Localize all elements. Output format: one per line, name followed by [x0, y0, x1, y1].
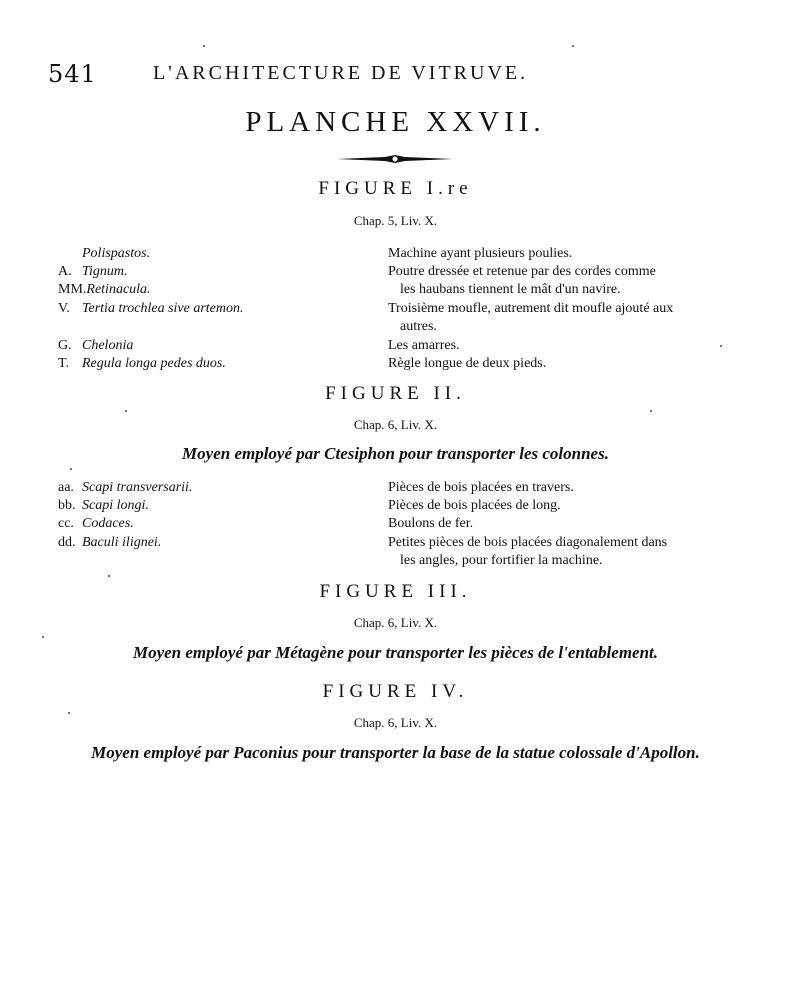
- figure-1-title: FIGURE I.re: [318, 178, 473, 199]
- entry-latin: Chelonia: [82, 338, 134, 353]
- legend-entry: [58, 300, 730, 336]
- ink-speck: [70, 468, 72, 470]
- entry-french-line: Boulons de fer.: [388, 516, 474, 531]
- entry-latin-term: [58, 534, 383, 552]
- legend-entry: [58, 245, 730, 263]
- entry-latin-term: [58, 497, 383, 515]
- entry-latin: Codaces.: [82, 516, 134, 531]
- entry-french: [388, 479, 728, 497]
- entry-letter: V.: [58, 301, 70, 316]
- figure-4-chapter: Chap. 6, Liv. X.: [353, 715, 438, 730]
- legend-entry: [58, 534, 730, 570]
- page-number: 541: [48, 60, 97, 88]
- entry-latin: Tertia trochlea sive artemon.: [82, 301, 244, 316]
- entry-french: [388, 534, 728, 570]
- entry-latin: Polispastos.: [82, 246, 151, 261]
- entry-latin-term: [58, 300, 383, 318]
- entry-latin: Scapi longi.: [82, 498, 149, 513]
- figure-3-title: FIGURE III.: [319, 581, 472, 602]
- entry-french-line: Petites pièces de bois placées diagonalement dans: [388, 535, 668, 550]
- entry-french-line: Les amarres.: [388, 338, 460, 353]
- ink-speck: [572, 45, 574, 47]
- entry-letter: bb.: [58, 498, 76, 513]
- legend-entry: [58, 355, 730, 373]
- entry-latin: Retinacula.: [86, 282, 151, 297]
- entry-letter: T.: [58, 356, 70, 371]
- entry-letter: cc.: [58, 516, 74, 531]
- entry-latin: Tignum.: [82, 264, 128, 279]
- entry-latin-term: [58, 515, 383, 533]
- entry-latin-term: [58, 337, 383, 355]
- figure-4-title: FIGURE IV.: [322, 681, 469, 702]
- entry-french-line: Troisième moufle, autrement dit moufle ajouté aux: [388, 301, 674, 316]
- ink-speck: [203, 45, 205, 47]
- entry-french-line: autres.: [400, 319, 437, 334]
- figure-2-chapter: Chap. 6, Liv. X.: [353, 417, 438, 432]
- running-title: L'ARCHITECTURE DE VITRUVE.: [153, 62, 529, 84]
- figure-4-heading: Moyen employé par Paconius pour transporter la base de la statue colossale d'Apollon.: [91, 743, 700, 762]
- divider-ornament: [335, 155, 455, 163]
- page-header: [48, 60, 738, 88]
- entry-latin-term: [58, 355, 383, 373]
- entry-french: [388, 245, 728, 263]
- entry-latin: Baculi ilignei.: [82, 535, 162, 550]
- entry-letter: A.: [58, 264, 72, 279]
- entry-letter: dd.: [58, 535, 76, 550]
- ink-speck: [125, 410, 127, 412]
- legend-entry: [58, 497, 730, 515]
- entry-french-line: Règle longue de deux pieds.: [388, 356, 547, 371]
- legend-entry: [58, 281, 383, 299]
- entry-french-line: Pièces de bois placées de long.: [388, 498, 561, 513]
- entry-latin-term: [58, 281, 383, 299]
- legend-entry: [58, 515, 730, 533]
- entry-french-line: les haubans tiennent le mât d'un navire.: [400, 282, 621, 297]
- entry-french: [388, 497, 728, 515]
- figure-2-title: FIGURE II.: [325, 383, 466, 404]
- entry-french-line: Pièces de bois placées en travers.: [388, 480, 574, 495]
- legend-entry: [58, 337, 730, 355]
- entry-latin: Scapi transversarii.: [82, 480, 193, 495]
- ink-speck: [42, 636, 44, 638]
- entry-french-line: les angles, pour fortifier la machine.: [400, 553, 603, 568]
- entry-letter: aa.: [58, 480, 74, 495]
- figure-3-chapter: Chap. 6, Liv. X.: [353, 615, 438, 630]
- entry-french: [388, 300, 728, 336]
- ink-speck: [68, 712, 70, 714]
- ink-speck: [650, 410, 652, 412]
- entry-letter: MM.: [58, 282, 87, 297]
- entry-latin-term: [58, 479, 383, 497]
- figure-1-chapter: Chap. 5, Liv. X.: [353, 213, 438, 228]
- entry-latin: Regula longa pedes duos.: [82, 356, 226, 371]
- ink-speck: [108, 575, 110, 577]
- entry-letter: G.: [58, 338, 72, 353]
- plate-title: PLANCHE XXVII.: [245, 106, 546, 138]
- figure-3-heading: Moyen employé par Métagène pour transporter les pièces de l'entablement.: [132, 643, 659, 662]
- legend-entry: [58, 479, 730, 497]
- entry-french: [388, 515, 728, 533]
- entry-latin-term: [58, 245, 383, 263]
- entry-latin-term: [58, 263, 383, 281]
- entry-french: [388, 337, 728, 355]
- entry-french: [388, 355, 728, 373]
- figure-2-heading: Moyen employé par Ctesiphon pour transporter les colonnes.: [182, 444, 609, 463]
- entry-french: [388, 263, 728, 299]
- ink-speck: [720, 345, 722, 347]
- entry-french-line: Machine ayant plusieurs poulies.: [388, 246, 573, 261]
- entry-french-line: Poutre dressée et retenue par des cordes comme: [388, 264, 656, 279]
